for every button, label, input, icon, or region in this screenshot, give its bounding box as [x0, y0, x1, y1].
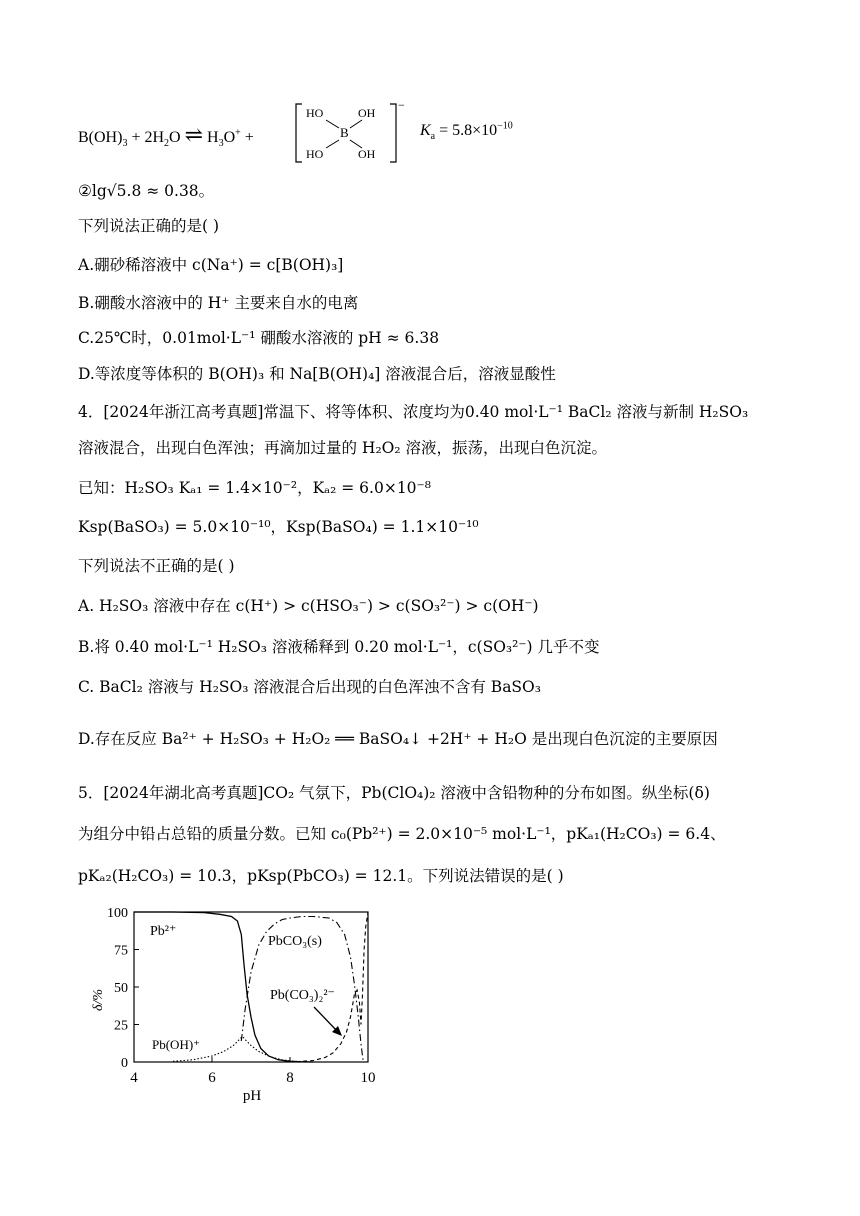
x-tick-label: 6	[208, 1070, 216, 1086]
annotation-pb-co3-2-2minus: Pb(CO₃)₂²⁻	[270, 988, 335, 1003]
q4-option-a: A. H₂SO₃ 溶液中存在 c(H⁺) > c(HSO₃⁻) > c(SO₃²⁻) > c(OH⁻)	[78, 597, 539, 615]
q3-option-c: C.25℃时，0.01mol·L⁻¹ 硼酸水溶液的 pH ≈ 6.38	[78, 329, 440, 347]
ka-exponent: −10	[497, 120, 513, 132]
q4-stem: 下列说法不正确的是( )	[78, 557, 235, 575]
equilibrium-arrow: ⇌	[184, 122, 204, 147]
q5-line-1: 5．[2024年湖北高考真题]CO₂ 气氛下，Pb(ClO₄)₂ 溶液中含铅物种的分布如图。纵坐标(δ)	[78, 784, 710, 802]
borate-ho-top: HO	[306, 106, 324, 120]
reactant-sub: 3	[122, 138, 128, 150]
y-tick-label: 50	[114, 981, 128, 996]
q3-option-a: A.硼砂稀溶液中 c(Na⁺) = c[B(OH)₃]	[78, 256, 344, 274]
x-tick-label: 10	[360, 1070, 376, 1086]
q4-line-2: 溶液混合，出现白色浑浊；再滴加过量的 H₂O₂ 溶液，振荡，出现白色沉淀。	[78, 439, 608, 457]
hydronium-charge: +	[235, 127, 241, 139]
reactant-boric-acid: B(OH)	[78, 129, 123, 146]
borate-charge: −	[398, 98, 405, 112]
q4-option-c: C. BaCl₂ 溶液与 H₂SO₃ 溶液混合后出现的白色浑浊不含有 BaSO₃	[78, 678, 541, 696]
borate-oh-bottom: OH	[358, 147, 376, 161]
q4-line-1: 4．[2024年浙江高考真题]常温下、将等体积、浓度均为0.40 mol·L⁻¹ BaCl₂ 溶液与新制 H₂SO₃	[78, 403, 749, 421]
y-axis-label: δ/%	[91, 988, 106, 1012]
q4-option-d: D.存在反应 Ba²⁺ + H₂SO₃ + H₂O₂ ══ BaSO₄↓ +2H⁺ + H₂O 是出现白色沉淀的主要原因	[78, 730, 718, 748]
borate-structure	[294, 100, 404, 166]
note-2-text: lg√5.8 ≈ 0.38。	[91, 182, 215, 200]
q3-option-d: D.等浓度等体积的 B(OH)₃ 和 Na[B(OH)₄] 溶液混合后，溶液显酸性	[78, 365, 556, 383]
hydronium-sub: 3	[218, 138, 224, 150]
product-hydronium: H	[207, 129, 219, 146]
distribution-chart	[80, 895, 400, 1115]
q3-stem: 下列说法正确的是( )	[78, 217, 220, 235]
ka-sub: a	[430, 131, 436, 143]
equilibrium-equation	[78, 100, 778, 166]
q5-line-2: 为组分中铅占总铅的质量分数。已知 c₀(Pb²⁺) = 2.0×10⁻⁵ mol·L⁻¹，pKₐ₁(H₂CO₃) = 6.4、	[78, 825, 726, 843]
x-axis-label: pH	[242, 1088, 262, 1104]
borate-oh-top: OH	[358, 106, 376, 120]
q5-line-3: pKₐ₂(H₂CO₃) = 10.3，pKsp(PbCO₃) = 12.1。下列说法错误的是( )	[78, 867, 564, 885]
q4-known-1: 已知：H₂SO₃ Kₐ₁ = 1.4×10⁻²，Kₐ₂ = 6.0×10⁻⁸	[78, 479, 431, 497]
x-tick-label: 4	[130, 1070, 138, 1086]
y-tick-label: 0	[121, 1056, 128, 1071]
borate-ho-bottom: HO	[306, 147, 324, 161]
y-tick-label: 75	[114, 943, 128, 959]
annotation-pboh-plus: Pb(OH)⁺	[152, 1037, 201, 1052]
annotation-pb2plus: Pb²⁺	[150, 924, 177, 939]
water-o: O	[169, 129, 181, 146]
water-sub: 2	[164, 138, 170, 150]
ka-label: K	[420, 122, 431, 139]
y-tick-label: 25	[114, 1018, 128, 1034]
plus-sign: +	[244, 129, 254, 146]
borate-b: B	[340, 125, 349, 140]
q4-known-2: Ksp(BaSO₃) = 5.0×10⁻¹⁰，Ksp(BaSO₄) = 1.1×10⁻¹⁰	[78, 518, 479, 536]
q4-option-b: B.将 0.40 mol·L⁻¹ H₂SO₃ 溶液稀释到 0.20 mol·L⁻¹，c(SO₃²⁻) 几乎不变	[78, 638, 600, 656]
ka-value: = 5.8×10	[439, 122, 498, 139]
annotation-arrow	[314, 1007, 342, 1036]
y-tick-label: 100	[107, 906, 128, 921]
q3-option-b: B.硼酸水溶液中的 H⁺ 主要来自水的电离	[78, 294, 359, 312]
x-tick-label: 8	[286, 1070, 294, 1086]
hydronium-o: O	[223, 129, 236, 146]
reactant-water: + 2H	[131, 129, 165, 146]
annotation-pbco3-solid: PbCO₃(s)	[268, 934, 322, 949]
note-2	[78, 180, 214, 202]
note-2-prefix: ②	[78, 182, 92, 200]
